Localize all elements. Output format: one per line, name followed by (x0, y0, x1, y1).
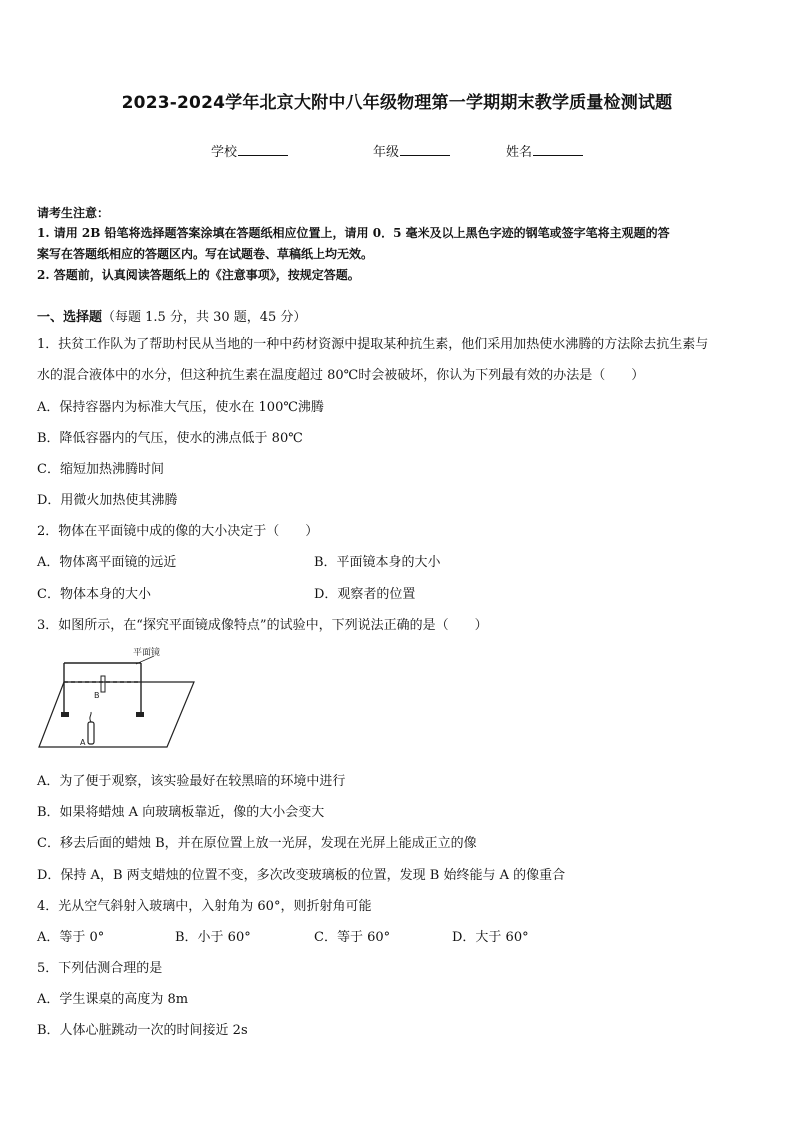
page-title: 2023-2024学年北京大附中八年级物理第一学期期末教学质量检测试题 (121, 93, 673, 113)
q2-option-c: C．物体本身的大小 (37, 587, 151, 602)
q5-option-b: B．人体心脏跳动一次的时间接近 2s (37, 1023, 248, 1038)
q2-option-a: A．物体离平面镜的远近 (37, 555, 177, 570)
school-field (211, 141, 288, 160)
section-heading-bold: 一、选择题 (37, 310, 103, 325)
candle-b-label: B (94, 691, 100, 700)
mirror-right-foot (136, 712, 144, 717)
q1-stem-line-2: 水的混合液体中的水分，但这种抗生素在温度超过 80℃时会被破坏，你认为下列最有效的办法是（ ） (37, 368, 645, 383)
q5-option-a: A．学生课桌的高度为 8m (37, 992, 189, 1007)
mirror-experiment-diagram (36, 646, 196, 754)
candle-b (101, 676, 105, 692)
name-label: 姓名 (506, 145, 533, 160)
q2-option-d: D．观察者的位置 (314, 587, 416, 602)
q3-stem: 3．如图所示，在“探究平面镜成像特点”的试验中，下列说法正确的是（ ） (37, 618, 488, 633)
q3-option-c: C．移去后面的蜡烛 B，并在原位置上放一光屏，发现在光屏上能成正立的像 (37, 836, 477, 851)
q4-stem: 4．光从空气斜射入玻璃中，入射角为 60°，则折射角可能 (37, 899, 372, 914)
q1-option-b: B．降低容器内的气压，使水的沸点低于 80℃ (37, 431, 303, 446)
q2-stem: 2．物体在平面镜中成的像的大小决定于（ ） (37, 524, 319, 539)
name-field (506, 141, 583, 160)
mirror-experiment-figure (36, 646, 196, 754)
mirror-left-foot (61, 712, 69, 717)
notice-line-1: 1. 请用 2B 铅笔将选择题答案涂填在答题纸相应位置上，请用 0．5 毫米及以上黑色字迹的钢笔或签字笔将主观题的答 (37, 226, 670, 240)
q3-option-b: B．如果将蜡烛 A 向玻璃板靠近，像的大小会变大 (37, 805, 325, 820)
section-heading-rest: （每题 1.5 分，共 30 题，45 分） (102, 310, 307, 325)
mirror-label: 平面镜 (133, 648, 161, 658)
q1-option-d: D．用微火加热使其沸腾 (37, 493, 178, 508)
notice-line-2: 案写在答题纸相应的答题区内。写在试题卷、草稿纸上均无效。 (37, 247, 374, 261)
section-heading (37, 306, 306, 325)
q1-option-a: A．保持容器内为标准大气压，使水在 100℃沸腾 (37, 400, 324, 415)
q2-option-b: B．平面镜本身的大小 (314, 555, 441, 570)
q1-stem-line-1: 1．扶贫工作队为了帮助村民从当地的一种中药材资源中提取某种抗生素，他们采用加热使水沸腾的方法除去抗生素与 (37, 337, 709, 352)
q3-option-a: A．为了便于观察，该实验最好在较黑暗的环境中进行 (37, 774, 346, 789)
school-blank (238, 143, 288, 156)
candle-a-label: A (80, 738, 86, 747)
candle-a (88, 722, 94, 744)
q4-option-d: D．大于 60° (452, 930, 529, 945)
grade-field (373, 141, 450, 160)
q4-option-a: A．等于 0° (37, 930, 105, 945)
notice-heading: 请考生注意： (37, 206, 110, 220)
notice-line-3: 2. 答题前，认真阅读答题纸上的《注意事项》，按规定答题。 (37, 268, 360, 282)
q4-option-b: B．小于 60° (175, 930, 251, 945)
name-blank (533, 143, 583, 156)
q4-option-c: C．等于 60° (314, 930, 391, 945)
q5-stem: 5．下列估测合理的是 (37, 961, 163, 976)
school-label: 学校 (211, 145, 238, 160)
q3-option-d: D．保持 A，B 两支蜡烛的位置不变，多次改变玻璃板的位置，发现 B 始终能与 A 的像重合 (37, 868, 566, 883)
grade-label: 年级 (373, 145, 400, 160)
grade-blank (400, 143, 450, 156)
candle-a-flame (90, 712, 91, 722)
q1-option-c: C．缩短加热沸腾时间 (37, 462, 164, 477)
